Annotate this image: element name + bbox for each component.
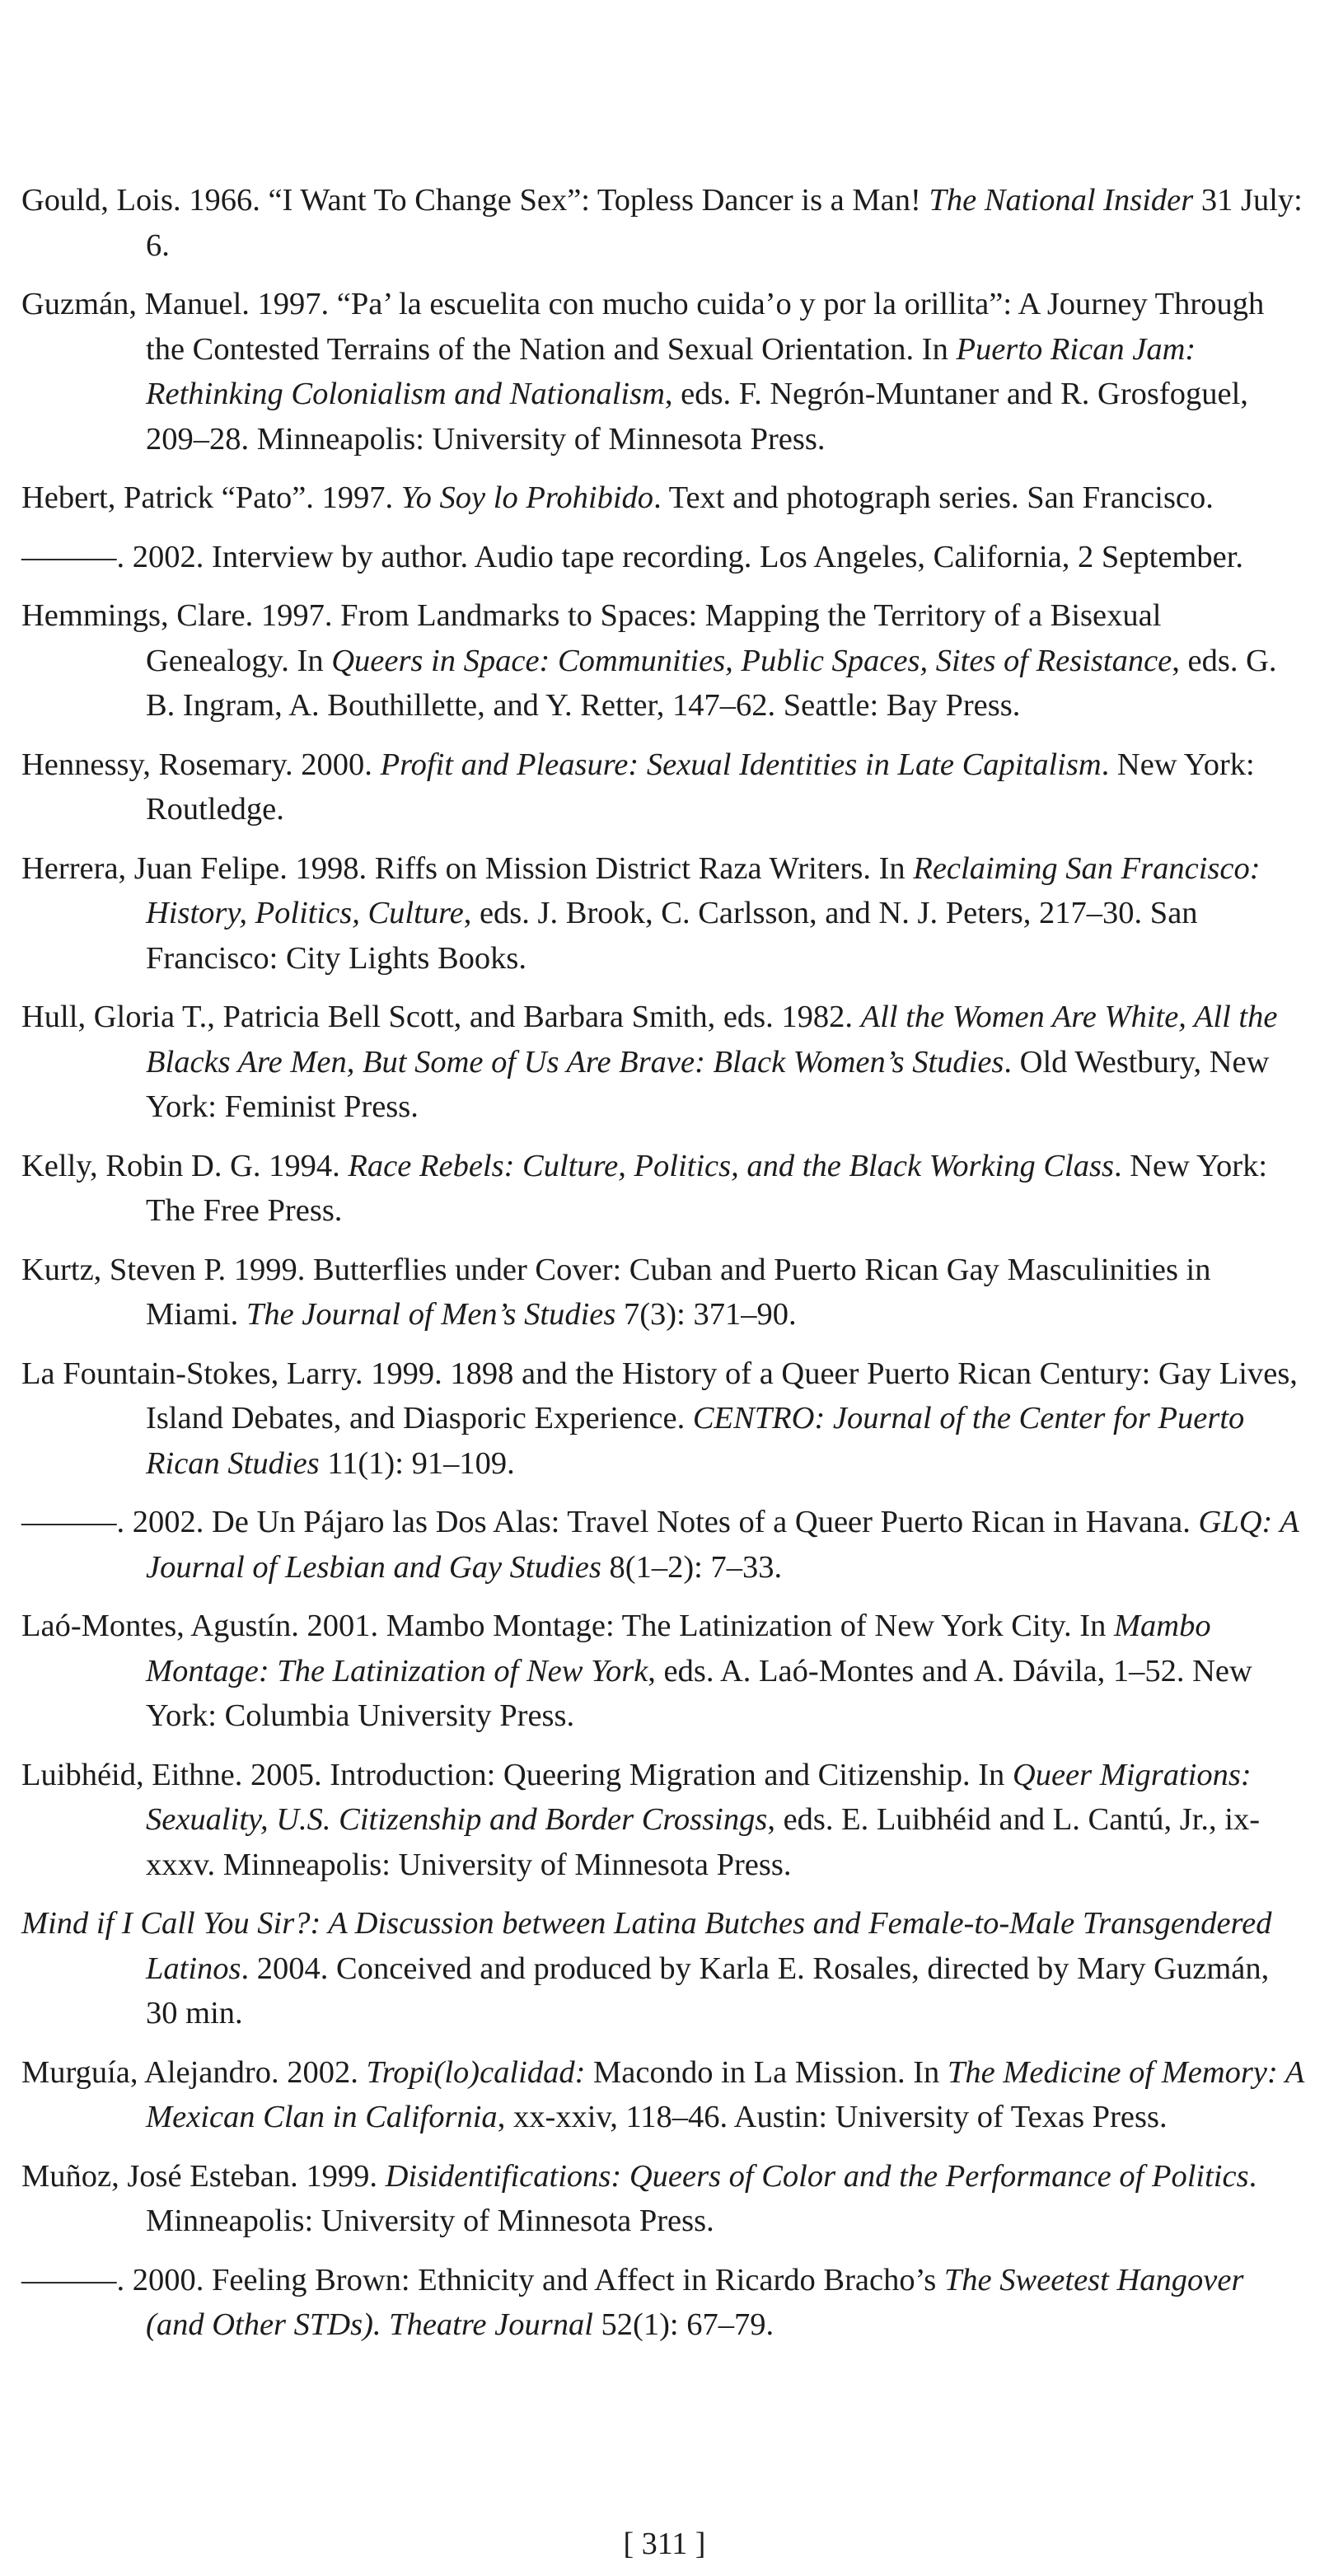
entry-text: 8(1–2): 7–33.: [601, 1549, 783, 1585]
entry-text: Muñoz, José Esteban. 1999.: [21, 2158, 386, 2194]
entry-text: La Fountain-Stokes, Larry. 1999. 1898 and the History of a Queer Puerto Rican Century: Gay Lives, Island Debates, and Diasporic Experience.: [21, 1356, 1298, 1436]
entry-title: Mambo Montage: The Latinization of New York: [146, 1609, 1211, 1688]
bibliography: [21, 178, 1308, 2362]
bibliography-entry: [21, 1351, 1308, 1487]
entry-text: , eds. J. Brook, C. Carlsson, and N. J. Peters, 217–30. San Francisco: City Lights Books.: [146, 896, 1198, 976]
entry-text: . Minneapolis: University of Minnesota Press.: [146, 2158, 1257, 2238]
entry-text: Kurtz, Steven P. 1999. Butterflies under Cover: Cuban and Puerto Rican Gay Masculinities in Miami.: [21, 1252, 1211, 1332]
entry-text: Gould, Lois. 1966. “I Want To Change Sex”: Topless Dancer is a Man!: [21, 183, 929, 218]
bibliography-entry: [21, 846, 1308, 981]
entry-title: The National Insider: [929, 183, 1194, 218]
entry-text: Hebert, Patrick “Pato”. 1997.: [21, 480, 401, 515]
entry-title: Race Rebels: Culture, Politics, and the Black Working Class: [348, 1148, 1114, 1183]
entry-text: . Text and photograph series. San Francisco.: [653, 480, 1214, 515]
entry-text: 31 July: 6.: [146, 183, 1303, 263]
bibliography-entry: [21, 1901, 1308, 2036]
bibliography-entry: [21, 178, 1308, 268]
bibliography-entry: [21, 742, 1308, 832]
entry-text: ———. 2000. Feeling Brown: Ethnicity and Affect in Ricardo Bracho’s: [21, 2262, 944, 2297]
entry-title: Puerto Rican Jam: Rethinking Colonialism and Nationalism: [146, 331, 1196, 411]
bibliography-entry: [21, 2154, 1308, 2244]
entry-text: Guzmán, Manuel. 1997. “Pa’ la escuelita con mucho cuida’o y por la orillita”: A Journey Through the Contested Terrains of the Nation and Sexual Orientation. In: [21, 287, 1265, 367]
bibliography-entry: [21, 1500, 1308, 1590]
entry-text: , eds. E. Luibhéid and L. Cantú, Jr., ix-xxxv. Minneapolis: University of Minnesota Press.: [146, 1802, 1261, 1882]
bibliography-entry: [21, 1753, 1308, 1888]
entry-title: The Sweetest Hangover (and Other STDs). Theatre Journal: [146, 2262, 1244, 2342]
bibliography-entry: [21, 2258, 1308, 2348]
entry-title: Reclaiming San Francisco: History, Politics, Culture: [146, 850, 1261, 930]
entry-text: Hull, Gloria T., Patricia Bell Scott, and Barbara Smith, eds. 1982.: [21, 1000, 861, 1034]
entry-text: Hemmings, Clare. 1997. From Landmarks to Spaces: Mapping the Territory of a Bisexual Genealogy. In: [21, 598, 1162, 678]
entry-title: GLQ: A Journal of Lesbian and Gay Studies: [146, 1505, 1299, 1585]
bibliography-entry: [21, 1604, 1308, 1739]
entry-text: 7(3): 371–90.: [615, 1297, 797, 1332]
entry-text: ———. 2002. De Un Pájaro las Dos Alas: Travel Notes of a Queer Puerto Rican in Havana.: [21, 1505, 1199, 1539]
bibliography-entry: [21, 1144, 1308, 1234]
bibliography-entry: [21, 995, 1308, 1130]
entry-text: Murguía, Alejandro. 2002.: [21, 2054, 367, 2090]
bibliography-entry: [21, 2050, 1308, 2140]
entry-text: , eds. G. B. Ingram, A. Bouthillette, and Y. Retter, 147–62. Seattle: Bay Press.: [146, 643, 1277, 723]
entry-text: Laó-Montes, Agustín. 2001. Mambo Montage: The Latinization of New York City. In: [21, 1609, 1114, 1643]
entry-text: . New York: The Free Press.: [146, 1148, 1268, 1228]
entry-title: Queer Migrations: Sexuality, U.S. Citizenship and Border Crossings: [146, 1757, 1252, 1837]
page-number: [ 311 ]: [623, 2527, 706, 2561]
entry-text: Kelly, Robin D. G. 1994.: [21, 1148, 349, 1183]
entry-title: Disidentifications: Queers of Color and the Performance of Politics: [385, 2158, 1249, 2194]
entry-text: Hennessy, Rosemary. 2000.: [21, 747, 381, 782]
bibliography-entry: [21, 475, 1308, 521]
entry-text: . New York: Routledge.: [146, 747, 1255, 827]
entry-title: The Journal of Men’s Studies: [246, 1297, 616, 1332]
entry-text: , xx-xxiv, 118–46. Austin: University of Texas Press.: [497, 2100, 1168, 2134]
entry-title: The Medicine of Memory: A Mexican Clan in California: [146, 2054, 1304, 2134]
entry-title: Mind if I Call You Sir?: A Discussion between Latina Butches and Female-to-Male Transgendered Latinos: [21, 1906, 1272, 1986]
entry-text: Luibhéid, Eithne. 2005. Introduction: Queering Migration and Citizenship. In: [21, 1757, 1013, 1792]
entry-text: . Old Westbury, New York: Feminist Press.: [146, 1044, 1270, 1124]
entry-title: Tropi(lo)calidad:: [366, 2054, 586, 2090]
entry-text: 11(1): 91–109.: [319, 1445, 515, 1481]
bibliography-entry: [21, 1248, 1308, 1337]
entry-text: . 2004. Conceived and produced by Karla E. Rosales, directed by Mary Guzmán, 30 min.: [146, 1951, 1270, 2030]
entry-text: , eds. F. Negrón-Muntaner and R. Grosfoguel, 209–28. Minneapolis: University of Minnesota Press.: [146, 377, 1248, 457]
entry-text: 52(1): 67–79.: [592, 2307, 774, 2342]
entry-title: Yo Soy lo Prohibido: [400, 480, 654, 515]
bibliography-entry: [21, 282, 1308, 461]
entry-text: , eds. A. Laó-Montes and A. Dávila, 1–52. New York: Columbia University Press.: [146, 1653, 1252, 1733]
bibliography-entry: [21, 593, 1308, 728]
entry-title: Profit and Pleasure: Sexual Identities in Late Capitalism: [380, 747, 1102, 782]
entry-text: Herrera, Juan Felipe. 1998. Riffs on Mission District Raza Writers. In: [21, 850, 914, 886]
bibliography-entry: [21, 535, 1308, 580]
entry-text: ———. 2002. Interview by author. Audio tape recording. Los Angeles, California, 2 September.: [21, 539, 1244, 574]
entry-title: All the Women Are White, All the Blacks Are Men, But Some of Us Are Brave: Black Women’s Studies: [146, 1000, 1278, 1080]
entry-title: Queers in Space: Communities, Public Spaces, Sites of Resistance: [331, 643, 1172, 678]
entry-text: Macondo in La Mission. In: [585, 2054, 948, 2090]
entry-title: CENTRO: Journal of the Center for Puerto Rican Studies: [146, 1401, 1245, 1481]
